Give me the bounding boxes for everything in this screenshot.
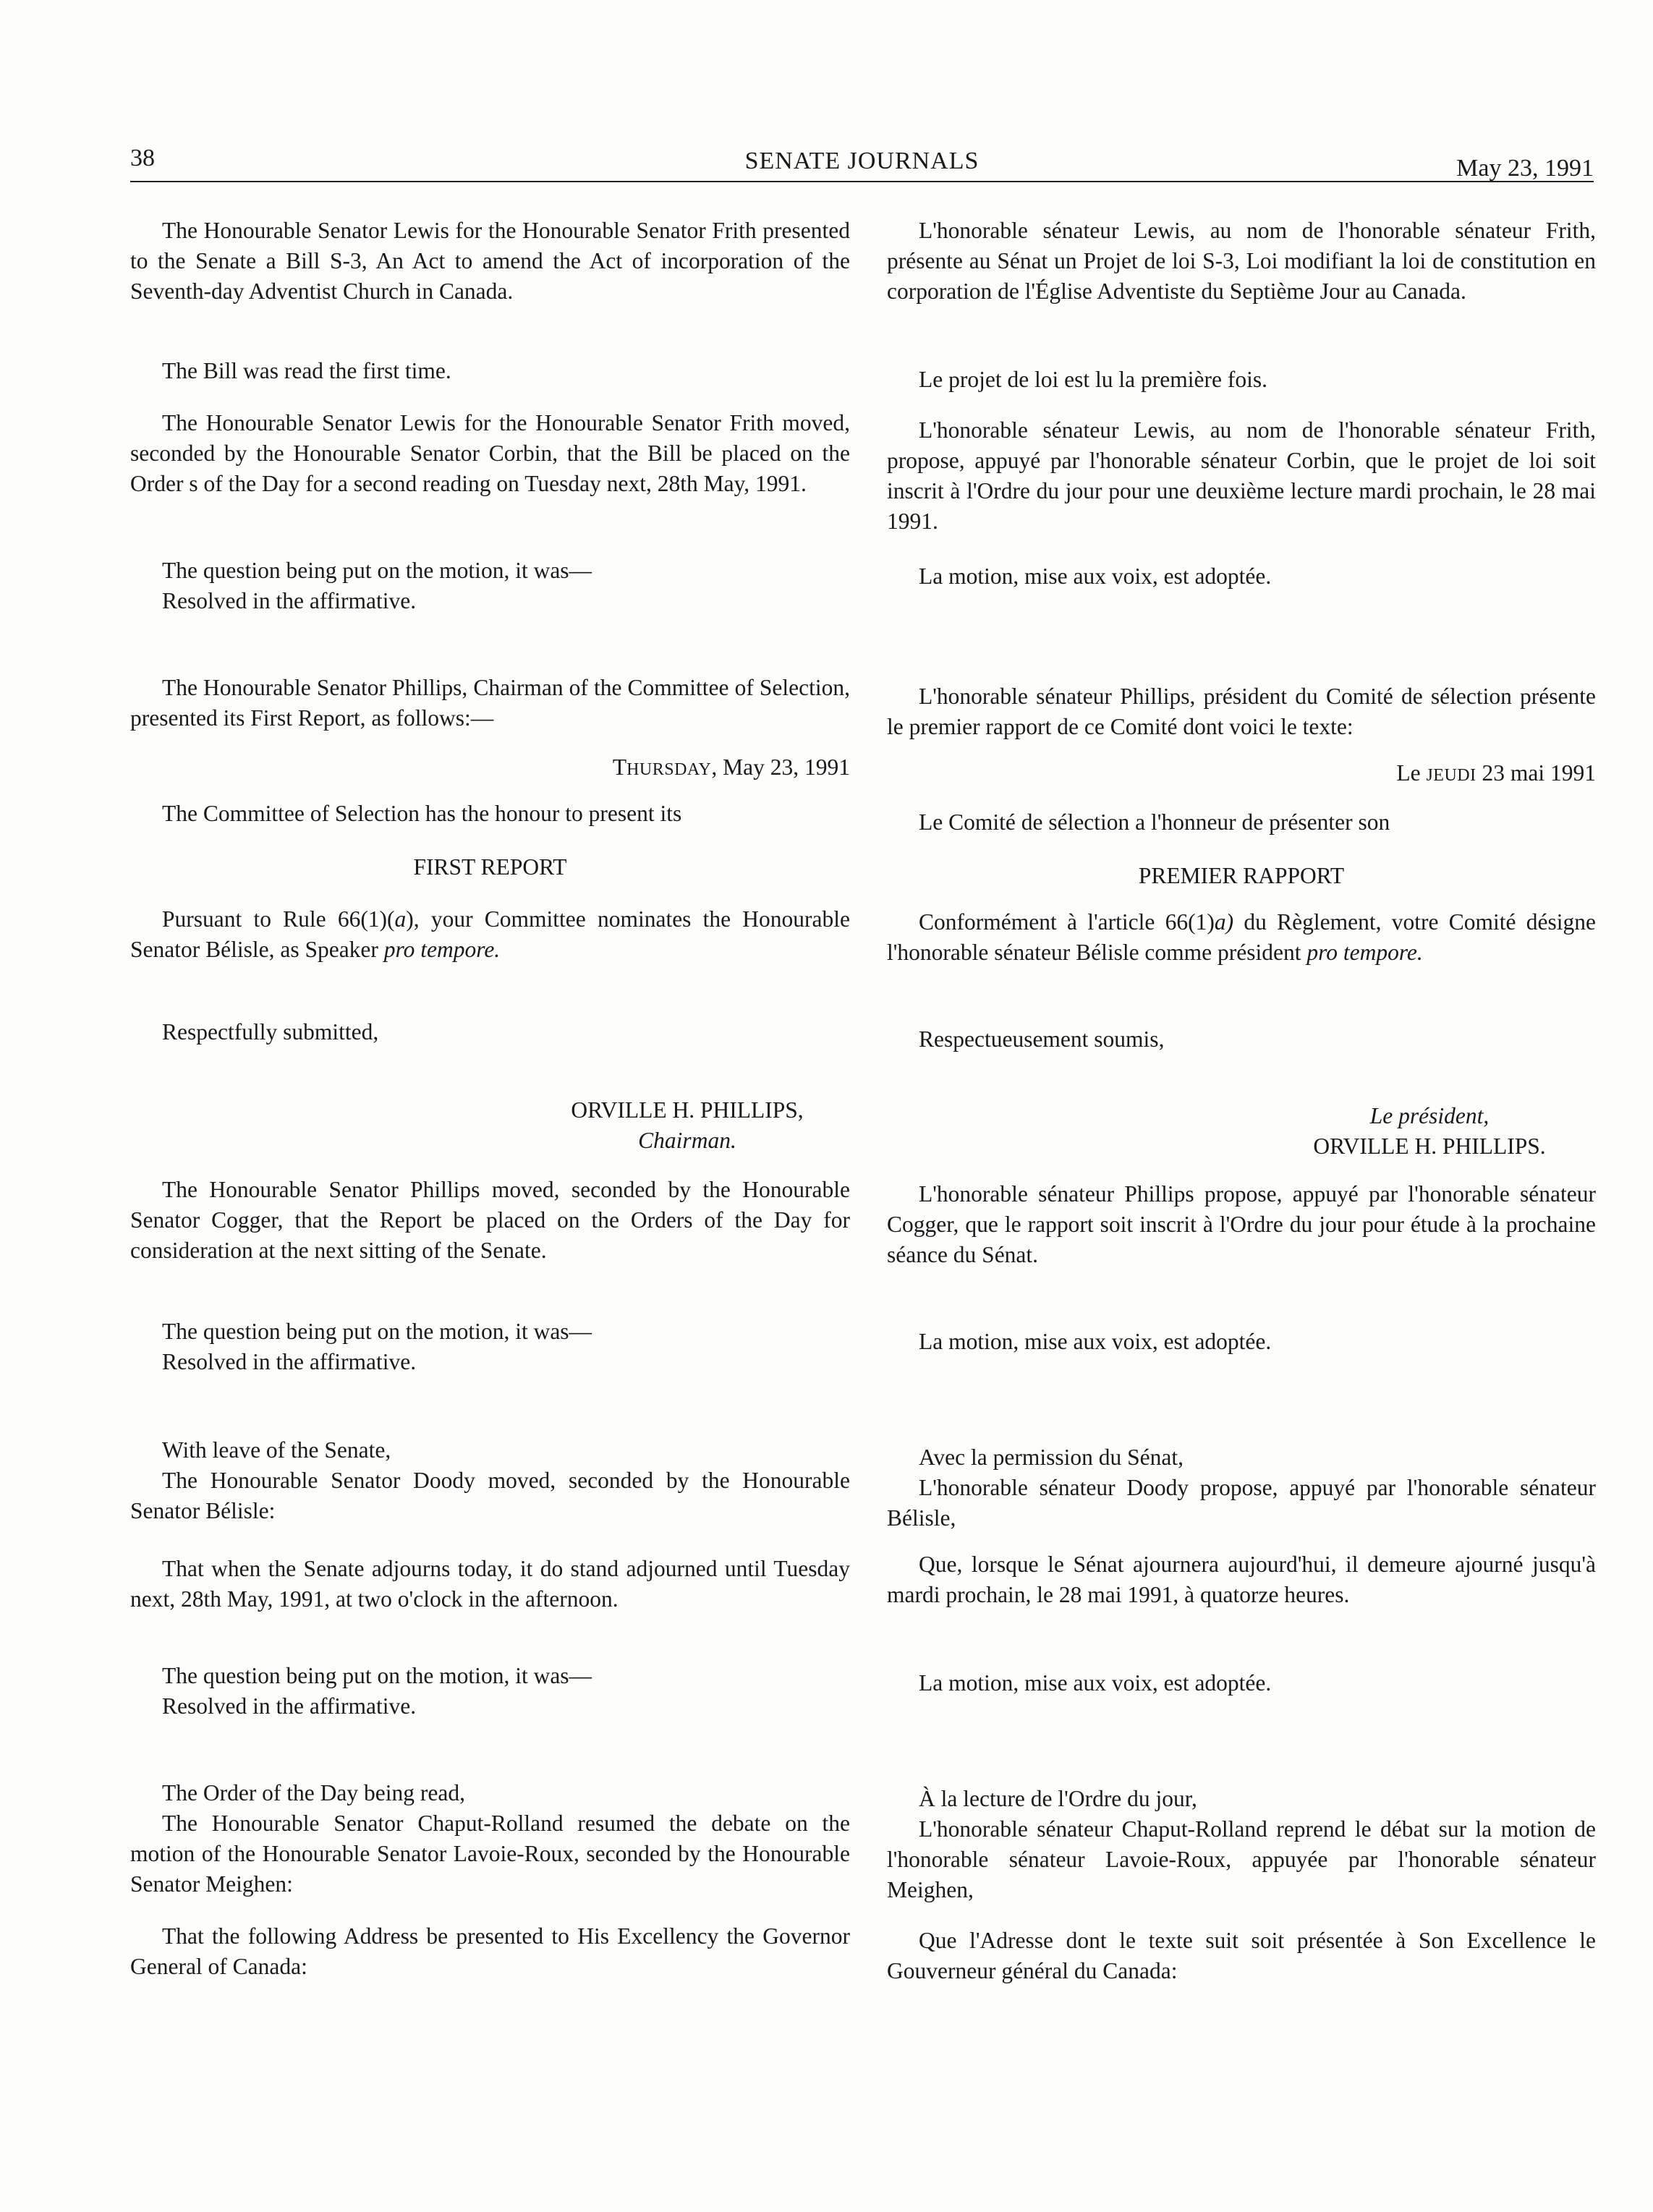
question-resolved-2-fr: La motion, mise aux voix, est adoptée. xyxy=(919,1329,1272,1354)
second-reading-motion-paragraph: The Honourable Senator Lewis for the Honourable Senator Frith moved, seconded by the Honourable Senator Corbin, that the Bill be placed on the Order s of the Day for a second reading on Tuesday next, 28th May, 1991. xyxy=(130,410,850,496)
signature-title: Chairman. xyxy=(638,1128,736,1153)
rule-nomination-paragraph-fr: Conformément à l'article 66(1)a) du Règlement, votre Comité désigne l'honorable sénateur Bélisle comme président pro tempore. xyxy=(887,909,1596,965)
question-resolved-2: The question being put on the motion, it was— Resolved in the affirmative. xyxy=(162,1319,592,1374)
address-paragraph: That the following Address be presented to His Excellency the Governor General of Canada: xyxy=(130,1923,850,1979)
leave-of-senate-paragraph-fr: Avec la permission du Sénat, L'honorable sénateur Doody propose, appuyé par l'honorable sénateur Bélisle, xyxy=(887,1445,1596,1531)
rule-nomination-paragraph: Pursuant to Rule 66(1)(a), your Committee nominates the Honourable Senator Bélisle, as Speaker pro tempore. xyxy=(130,906,851,962)
committee-report-paragraph: The Honourable Senator Phillips, Chairman of the Committee of Selection, presented its First Report, as follows:— xyxy=(130,675,850,731)
signature-block xyxy=(130,1095,850,1156)
report-consideration-paragraph: The Honourable Senator Phillips moved, seconded by the Honourable Senator Cogger, that the Report be placed on the Orders of the Day for consideration at the next sitting of the Senate. xyxy=(130,1177,850,1263)
header-date: May 23, 1991 xyxy=(1456,155,1594,182)
first-reading-paragraph-fr: Le projet de loi est lu la première fois. xyxy=(919,367,1267,392)
adjournment-paragraph: That when the Senate adjourns today, it do stand adjourned until Tuesday next, 28th May, 1991, at two o'clock in the afternoon. xyxy=(130,1556,850,1612)
signature-name: ORVILLE H. PHILLIPS, xyxy=(571,1097,804,1123)
second-reading-motion-paragraph-fr: L'honorable sénateur Lewis, au nom de l'honorable sénateur Frith, propose, appuyé par l'honorable sénateur Corbin, que le projet de loi soit inscrit à l'Ordre du jour pour une deuxième lecture mardi prochain, le 28 mai 1991. xyxy=(887,417,1596,534)
page-number: 38 xyxy=(130,145,155,171)
bill-presented-paragraph: The Honourable Senator Lewis for the Honourable Senator Frith presented to the Senate a Bill S-3, An Act to amend the Act of incorporation of the Seventh-day Adventist Church in Canada. xyxy=(130,218,850,304)
signature-title-fr: Le président, xyxy=(1369,1103,1490,1128)
bill-presented-paragraph-fr: L'honorable sénateur Lewis, au nom de l'honorable sénateur Frith, présente au Sénat un Projet de loi S-3, Loi modifiant la loi de constitution en corporation de l'Église Adventiste du Septième Jour au Canada. xyxy=(887,218,1596,304)
order-of-day-paragraph-fr: À la lecture de l'Ordre du jour, L'honorable sénateur Chaput-Rolland reprend le débat sur la motion de l'honorable sénateur Lavoie-Roux, appuyée par l'honorable sénateur Meighen, xyxy=(887,1786,1596,1902)
question-resolved-1: The question being put on the motion, it was— Resolved in the affirmative. xyxy=(162,558,592,613)
committee-honour-paragraph-fr: Le Comité de sélection a l'honneur de présenter son xyxy=(919,809,1390,835)
report-date: THURSDAY, May 23, 1991 xyxy=(612,754,850,780)
question-resolved-3-fr: La motion, mise aux voix, est adoptée. xyxy=(919,1670,1272,1696)
signature-name-fr: ORVILLE H. PHILLIPS. xyxy=(1313,1133,1546,1159)
committee-report-paragraph-fr: L'honorable sénateur Phillips, président du Comité de sélection présente le premier rapport de ce Comité dont voici le texte: xyxy=(887,684,1596,739)
respectfully-submitted-fr: Respectueusement soumis, xyxy=(919,1026,1165,1052)
report-heading: FIRST REPORT xyxy=(413,854,567,880)
report-heading-fr: PREMIER RAPPORT xyxy=(1138,863,1345,888)
question-resolved-1-fr: La motion, mise aux voix, est adoptée. xyxy=(919,563,1272,589)
order-of-day-paragraph: The Order of the Day being read, The Honourable Senator Chaput-Rolland resumed the debate on the motion of the Honourable Senator Lavoie-Roux, seconded by the Honourable Senator Meighen: xyxy=(130,1780,850,1897)
report-consideration-paragraph-fr: L'honorable sénateur Phillips propose, appuyé par l'honorable sénateur Cogger, que le rapport soit inscrit à l'Ordre du jour pour étude à la prochaine séance du Sénat. xyxy=(887,1181,1596,1267)
journal-title: SENATE JOURNALS xyxy=(744,148,980,174)
address-paragraph-fr: Que l'Adresse dont le texte suit soit présentée à Son Excellence le Gouverneur général du Canada: xyxy=(887,1928,1596,1983)
committee-honour-paragraph: The Committee of Selection has the honour to present its xyxy=(162,801,682,826)
report-date-fr: Le JEUDI 23 mai 1991 xyxy=(1396,760,1596,786)
signature-block-fr xyxy=(887,1101,1596,1162)
leave-of-senate-paragraph: With leave of the Senate, The Honourable Senator Doody moved, seconded by the Honourable Senator Bélisle: xyxy=(130,1437,850,1523)
adjournment-paragraph-fr: Que, lorsque le Sénat ajournera aujourd'hui, il demeure ajourné jusqu'à mardi prochain, le 28 mai 1991, à quatorze heures. xyxy=(887,1552,1596,1607)
question-resolved-3: The question being put on the motion, it was— Resolved in the affirmative. xyxy=(162,1663,592,1719)
first-reading-paragraph: The Bill was read the first time. xyxy=(162,358,451,383)
page-header xyxy=(130,145,1594,182)
respectfully-submitted: Respectfully submitted, xyxy=(162,1019,379,1045)
